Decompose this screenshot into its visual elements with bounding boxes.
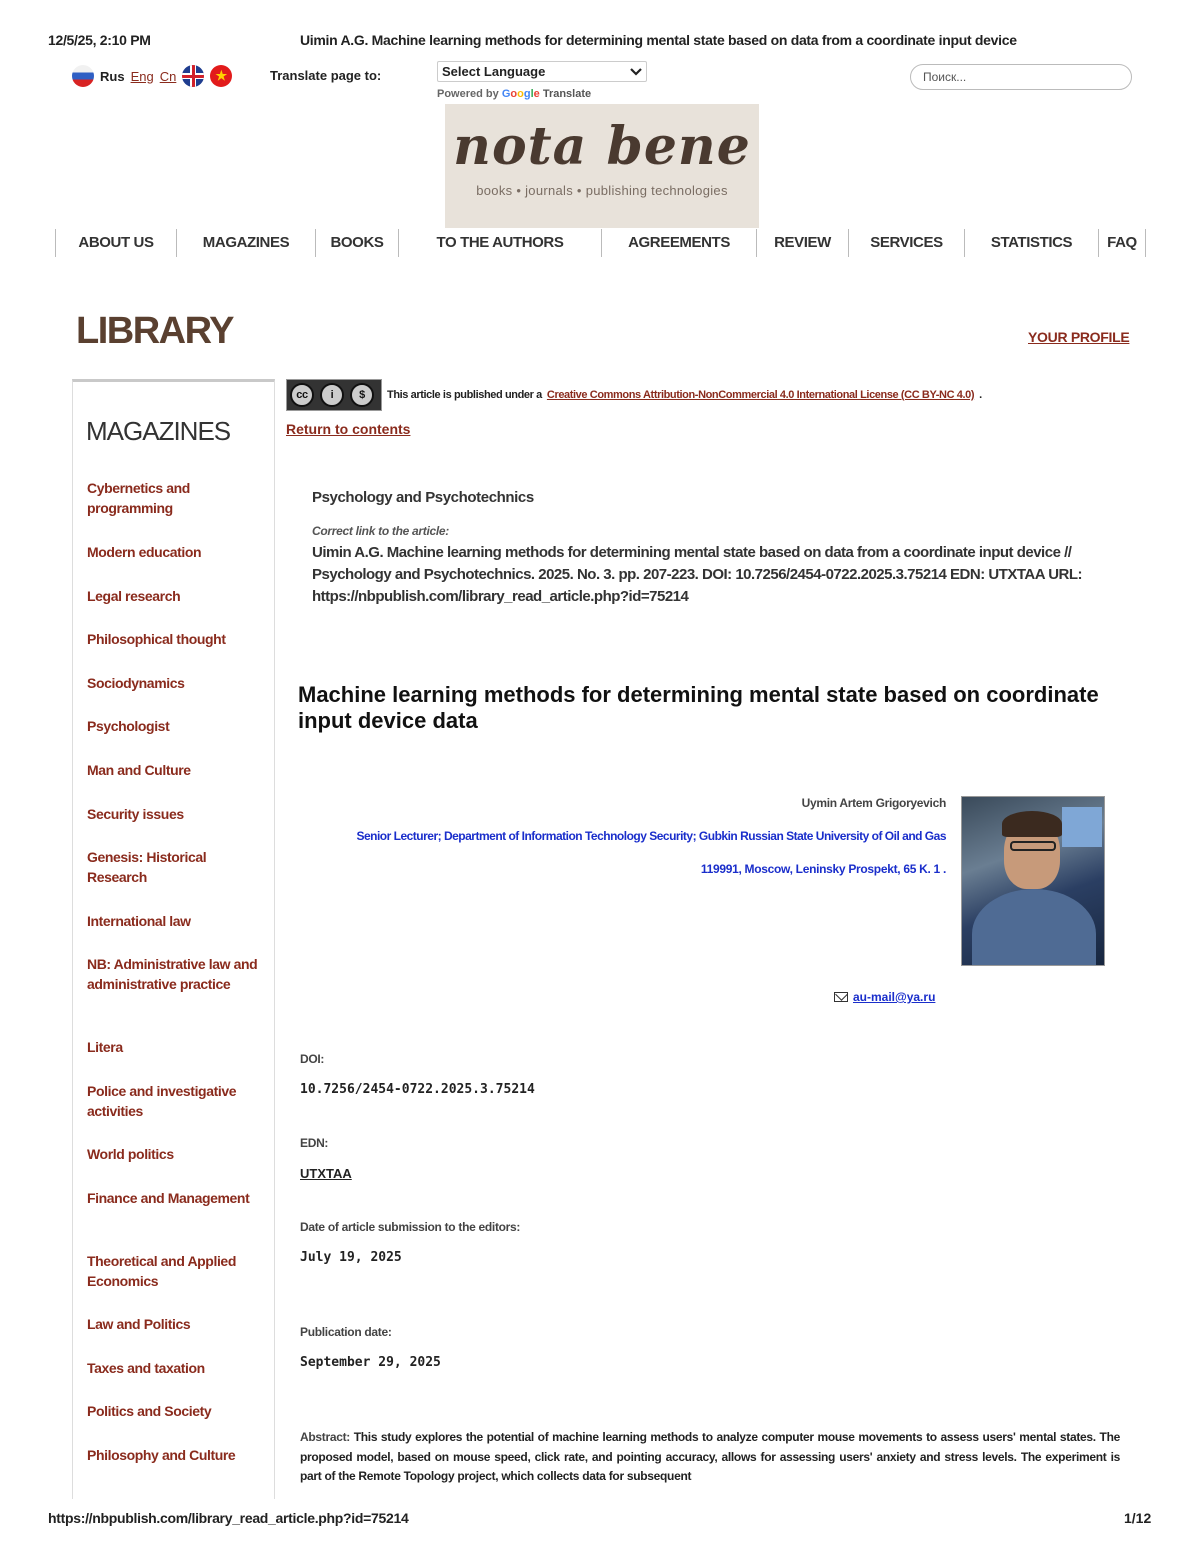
mail-icon bbox=[834, 992, 848, 1002]
logo-wordmark: nota bene bbox=[453, 116, 751, 177]
sidebar-item-politics-and-society[interactable]: Politics and Society bbox=[87, 1403, 212, 1419]
sidebar-item-man-and-culture[interactable]: Man and Culture bbox=[87, 762, 191, 778]
abstract bbox=[300, 1428, 1120, 1487]
translate-word[interactable]: Translate bbox=[542, 88, 592, 100]
uk-flag-icon[interactable] bbox=[182, 65, 204, 87]
sidebar-title: MAGAZINES bbox=[86, 416, 231, 446]
author-affiliation: Senior Lecturer; Department of Information Technology Security; Gubkin Russian State University of Oil and Gas bbox=[356, 829, 946, 843]
cc-by-nc-badge-icon[interactable] bbox=[286, 379, 382, 411]
print-title: Uimin A.G. Machine learning methods for determining mental state based on data from a coordinate input device bbox=[300, 32, 1017, 48]
sidebar-item-cybernetics[interactable]: Cybernetics and programming bbox=[87, 480, 190, 516]
powered-by-label: Powered by bbox=[437, 88, 499, 100]
sidebar-item-philosophy-and-culture[interactable]: Philosophy and Culture bbox=[87, 1447, 236, 1463]
abstract-text: This study explores the potential of machine learning methods to analyze computer mouse movements to assess users' mental states. The proposed model, based on mouse speed, click rate, and pointing accuracy, allows for assessing users' anxiety and stress levels. The experiment is part of the Remote Topology project, which collects data for subsequent bbox=[300, 1430, 1120, 1483]
license-notice bbox=[286, 379, 982, 411]
russia-flag-icon[interactable] bbox=[72, 65, 94, 87]
sidebar-item-law-and-politics[interactable]: Law and Politics bbox=[87, 1316, 191, 1332]
translate-label: Translate page to: bbox=[270, 68, 382, 83]
search-input[interactable]: Поиск... bbox=[910, 64, 1132, 90]
chevron-down-icon bbox=[630, 68, 642, 76]
author-address: 119991, Moscow, Leninsky Prospekt, 65 K. 1 . bbox=[700, 862, 946, 876]
return-to-contents-link[interactable]: Return to contents bbox=[286, 421, 411, 437]
sidebar-item-security-issues[interactable]: Security issues bbox=[87, 806, 184, 822]
powered-by-google bbox=[437, 88, 591, 100]
cc-icon: cc bbox=[290, 383, 314, 407]
sidebar-item-modern-education[interactable]: Modern education bbox=[87, 544, 202, 560]
author-name: Uymin Artem Grigoryevich bbox=[801, 796, 946, 810]
sidebar-item-police[interactable]: Police and investigative activities bbox=[87, 1083, 237, 1119]
nav-to-the-authors[interactable]: TO THE AUTHORS bbox=[398, 229, 601, 257]
sidebar-item-international-law[interactable]: International law bbox=[87, 913, 191, 929]
sidebar-item-sociodynamics[interactable]: Sociodynamics bbox=[87, 675, 185, 691]
email-link[interactable]: au-mail@ya.ru bbox=[853, 990, 936, 1004]
nav-books[interactable]: BOOKS bbox=[315, 229, 398, 257]
sidebar-item-finance[interactable]: Finance and Management bbox=[87, 1190, 250, 1206]
submission-date: July 19, 2025 bbox=[300, 1250, 402, 1265]
citation-text: Uimin A.G. Machine learning methods for determining mental state based on data from a coordinate input device // Psychology and Psychotechnics. 2025. No. 3. pp. 207-223. DOI: 10.7256/2454-0722.2025.3.75214 EDN: UTXTAA URL: https://nbpublish.com/library_read_article.php?id=75214 bbox=[312, 544, 1083, 605]
language-select-value: Select Language bbox=[442, 64, 546, 79]
print-url: https://nbpublish.com/library_read_article.php?id=75214 bbox=[48, 1510, 409, 1526]
vietnam-flag-icon[interactable]: ★ bbox=[210, 65, 232, 87]
author-email bbox=[834, 990, 935, 1004]
sidebar-item-litera[interactable]: Litera bbox=[87, 1039, 123, 1055]
magazines-sidebar bbox=[72, 379, 275, 1499]
sidebar-item-taxes[interactable]: Taxes and taxation bbox=[87, 1360, 205, 1376]
nav-faq[interactable]: FAQ bbox=[1098, 229, 1146, 257]
nav-statistics[interactable]: STATISTICS bbox=[964, 229, 1098, 257]
library-heading: LIBRARY bbox=[76, 310, 233, 352]
site-logo[interactable] bbox=[445, 104, 759, 228]
doi-value: 10.7256/2454-0722.2025.3.75214 bbox=[300, 1082, 535, 1097]
sidebar-item-genesis[interactable]: Genesis: Historical Research bbox=[87, 849, 207, 885]
attribution-icon: i bbox=[320, 383, 344, 407]
nav-agreements[interactable]: AGREEMENTS bbox=[601, 229, 756, 257]
main-nav bbox=[55, 229, 1147, 257]
license-text: This article is published under a bbox=[387, 389, 542, 401]
print-date: 12/5/25, 2:10 PM bbox=[48, 32, 151, 48]
noncommercial-icon: $ bbox=[350, 383, 374, 407]
sidebar-item-psychologist[interactable]: Psychologist bbox=[87, 718, 170, 734]
nav-magazines[interactable]: MAGAZINES bbox=[176, 229, 315, 257]
license-end: . bbox=[979, 389, 982, 401]
lang-rus[interactable]: Rus bbox=[100, 68, 125, 84]
license-link[interactable]: Creative Commons Attribution-NonCommercial 4.0 International License (CC BY-NC 4.0) bbox=[546, 389, 975, 401]
nav-review[interactable]: REVIEW bbox=[756, 229, 848, 257]
lang-cn[interactable]: Cn bbox=[159, 68, 177, 84]
nav-services[interactable]: SERVICES bbox=[848, 229, 964, 257]
sidebar-item-philosophical-thought[interactable]: Philosophical thought bbox=[87, 631, 226, 647]
doi-label: DOI: bbox=[300, 1052, 325, 1066]
publication-label: Publication date: bbox=[300, 1325, 392, 1339]
abstract-label: Abstract: bbox=[300, 1430, 350, 1444]
print-page-number: 1/12 bbox=[1124, 1510, 1152, 1526]
sidebar-item-legal-research[interactable]: Legal research bbox=[87, 588, 181, 604]
correct-link-label: Correct link to the article: bbox=[312, 524, 449, 538]
edn-link[interactable]: UTXTAA bbox=[300, 1166, 352, 1181]
article-title: Machine learning methods for determining mental state based on coordinate input device data bbox=[298, 682, 1099, 733]
logo-tagline: books • journals • publishing technologies bbox=[476, 183, 728, 198]
edn-label: EDN: bbox=[300, 1136, 329, 1150]
language-select[interactable] bbox=[437, 61, 647, 82]
publication-date: September 29, 2025 bbox=[300, 1355, 441, 1370]
sidebar-item-world-politics[interactable]: World politics bbox=[87, 1146, 174, 1162]
google-wordmark: Google bbox=[501, 88, 540, 100]
your-profile-link[interactable]: YOUR PROFILE bbox=[1028, 329, 1130, 345]
journal-name: Psychology and Psychotechnics bbox=[312, 489, 534, 506]
language-bar bbox=[72, 65, 232, 87]
submission-label: Date of article submission to the editors: bbox=[300, 1220, 521, 1234]
author-photo bbox=[961, 796, 1105, 966]
sidebar-item-applied-economics[interactable]: Theoretical and Applied Economics bbox=[87, 1253, 236, 1289]
sidebar-item-nb-administrative-law[interactable]: NB: Administrative law and administrative practice bbox=[87, 956, 258, 992]
lang-eng[interactable]: Eng bbox=[130, 68, 154, 84]
nav-about-us[interactable]: ABOUT US bbox=[55, 229, 176, 257]
